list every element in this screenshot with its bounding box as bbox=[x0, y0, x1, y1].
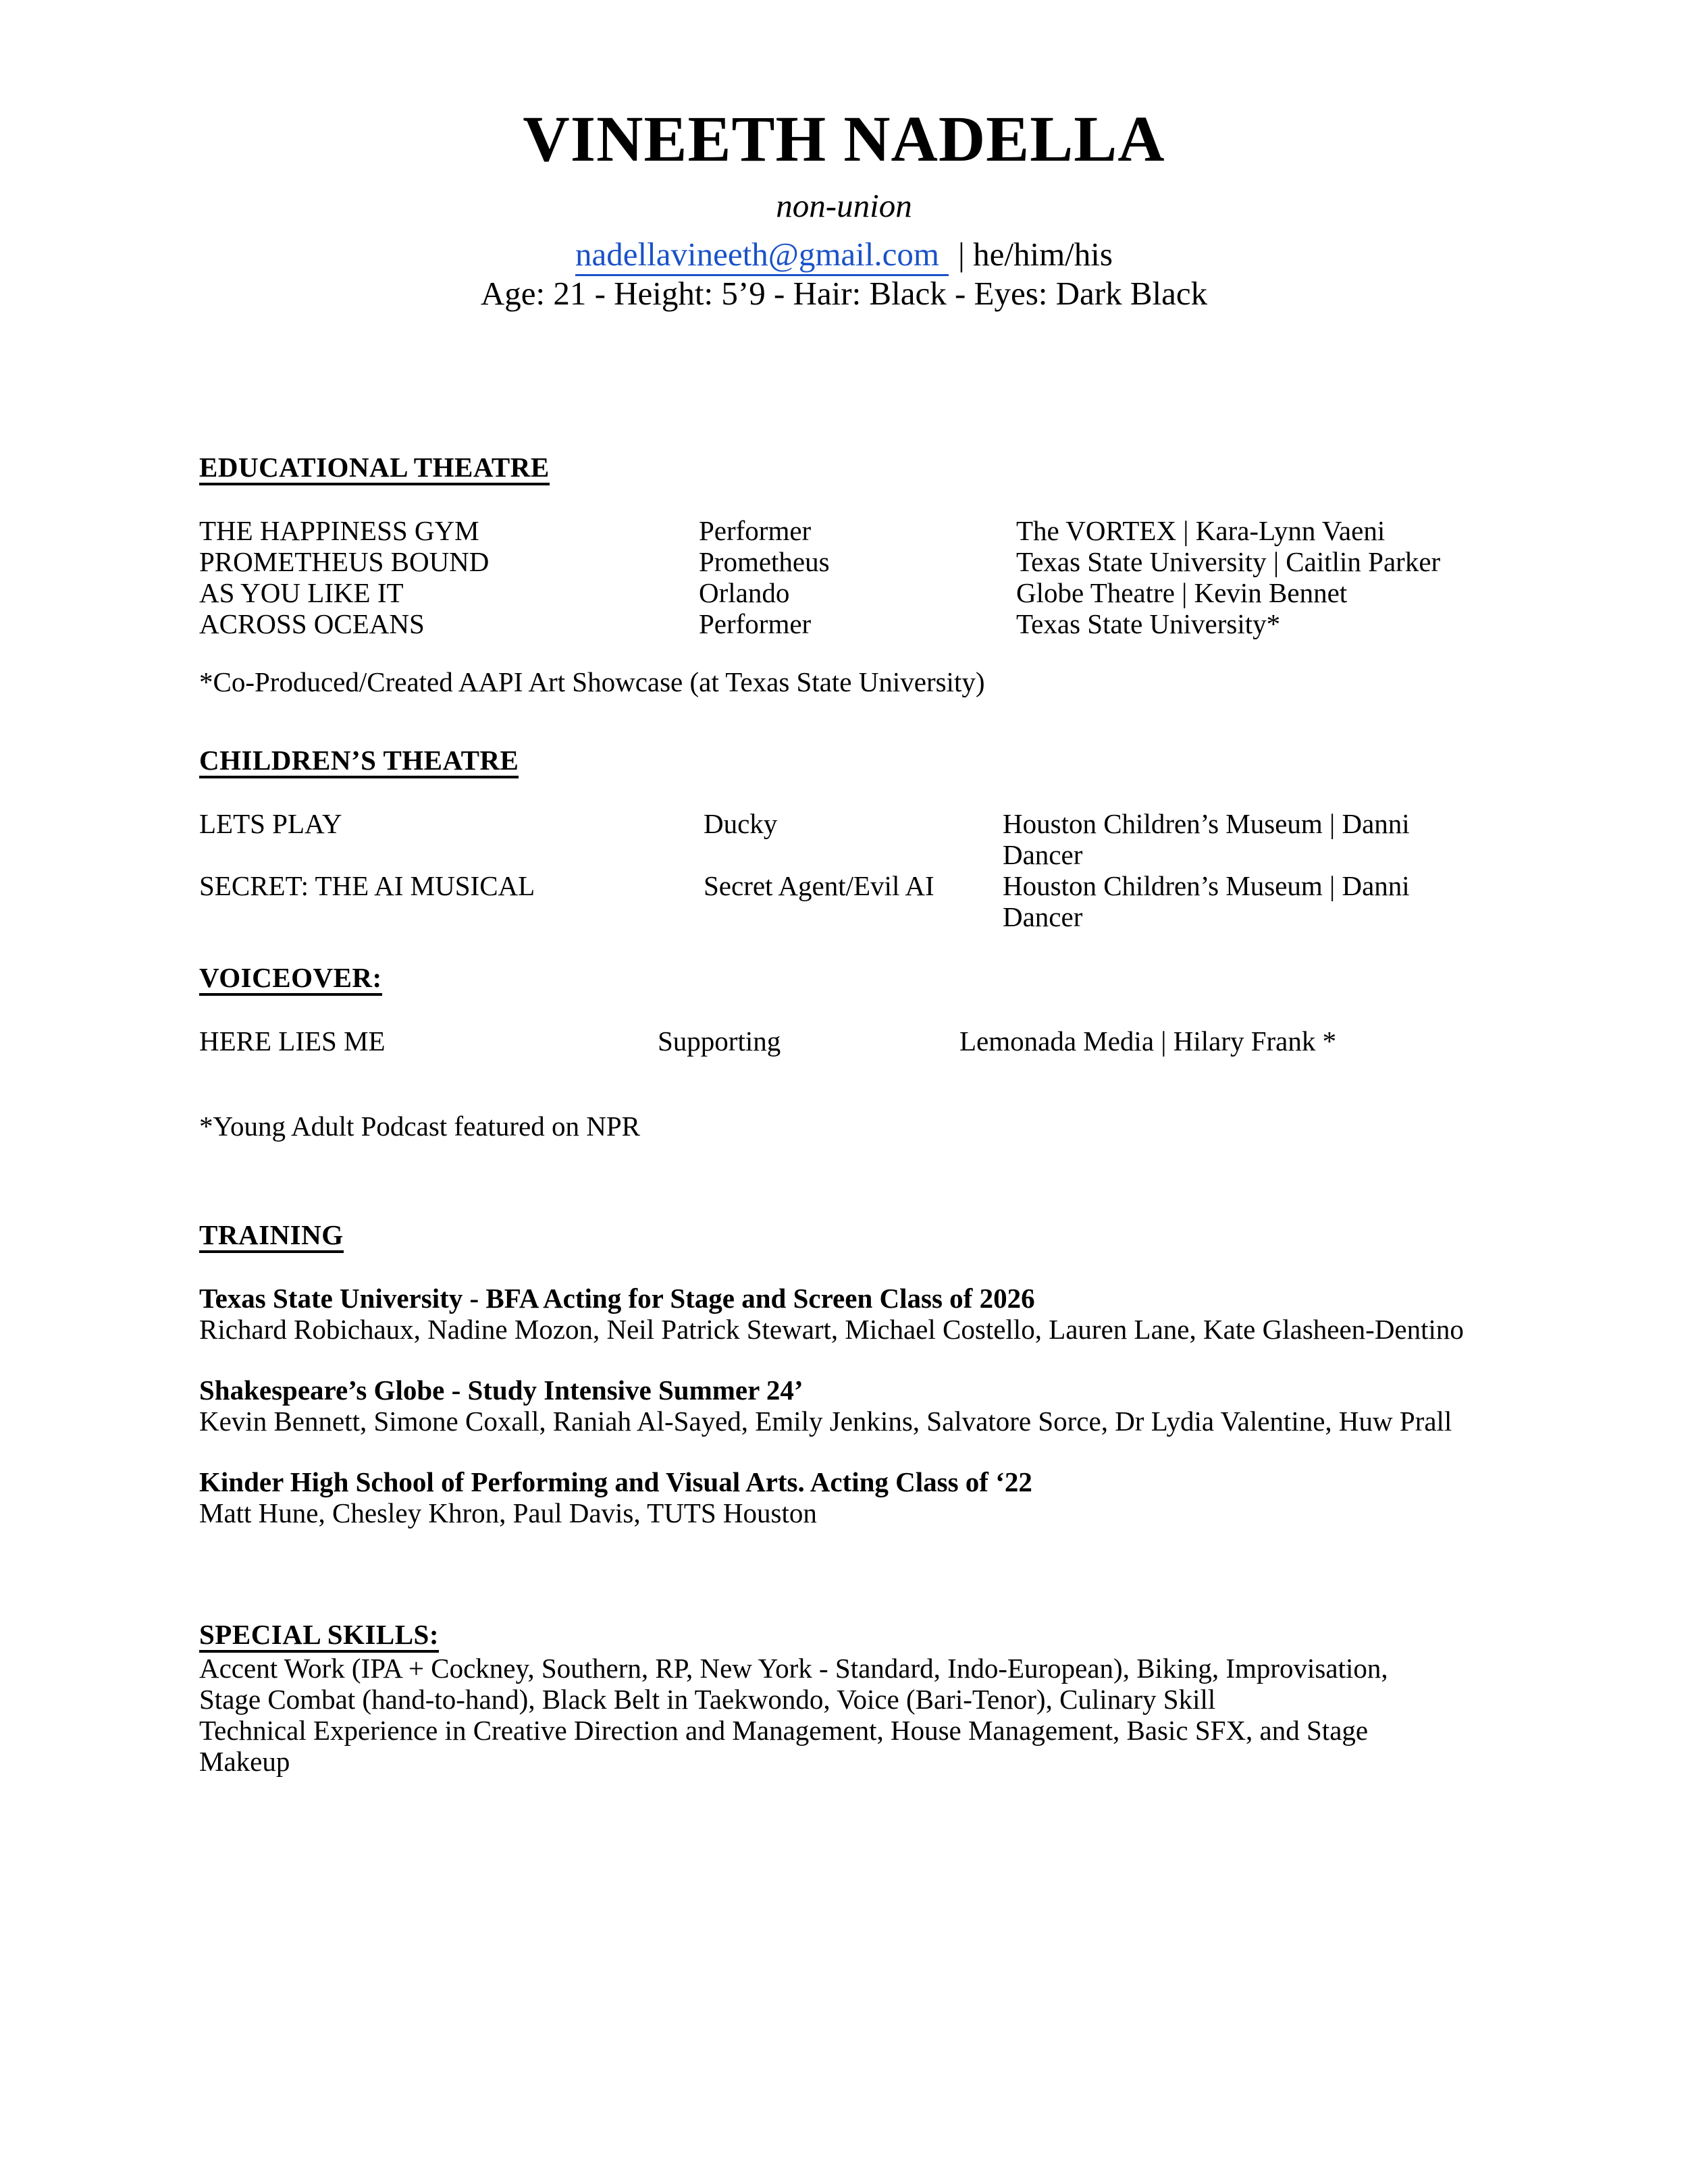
training-institution: Kinder High School of Performing and Visual Arts. Acting Class of ‘22 bbox=[199, 1466, 1032, 1497]
section-childrens-theatre bbox=[199, 745, 1489, 932]
credit-row bbox=[199, 808, 1489, 870]
section-heading-voiceover-text: VOICEOVER: bbox=[199, 962, 382, 996]
show-title: PROMETHEUS BOUND bbox=[199, 546, 490, 577]
credit-row bbox=[199, 546, 1489, 577]
training-instructors: Richard Robichaux, Nadine Mozon, Neil Patrick Stewart, Michael Costello, Lauren Lane, Kate Glasheen-Dentino bbox=[199, 1314, 1464, 1345]
section-heading-educational-text: EDUCATIONAL THEATRE bbox=[199, 452, 550, 485]
show-title: LETS PLAY bbox=[199, 808, 342, 839]
section-heading-training-text: TRAINING bbox=[199, 1219, 344, 1253]
training-group bbox=[199, 1375, 1489, 1437]
credit-row bbox=[199, 870, 1489, 932]
section-voiceover bbox=[199, 962, 1489, 1142]
childrens-credits bbox=[199, 808, 1489, 932]
section-educational-theatre bbox=[199, 452, 1489, 697]
skills-line: Makeup bbox=[199, 1746, 290, 1777]
skills-line: Stage Combat (hand-to-hand), Black Belt in Taekwondo, Voice (Bari-Tenor), Culinary Skill bbox=[199, 1684, 1216, 1715]
role: Ducky bbox=[704, 808, 778, 839]
show-title: ACROSS OCEANS bbox=[199, 608, 425, 639]
training-instructors: Matt Hune, Chesley Khron, Paul Davis, TUTS Houston bbox=[199, 1497, 817, 1528]
contact-line bbox=[199, 235, 1489, 274]
company-director: Houston Children’s Museum | Danni Dancer bbox=[1003, 808, 1410, 870]
union-status: non-union bbox=[776, 187, 912, 224]
role: Orlando bbox=[699, 577, 790, 608]
company-director: Lemonada Media | Hilary Frank * bbox=[959, 1026, 1337, 1057]
section-heading-skills-text: SPECIAL SKILLS: bbox=[199, 1619, 439, 1653]
training-institution: Shakespeare’s Globe - Study Intensive Summer 24’ bbox=[199, 1375, 803, 1406]
role: Supporting bbox=[658, 1026, 781, 1057]
company-director: Texas State University | Caitlin Parker bbox=[1016, 546, 1441, 577]
section-heading-educational bbox=[199, 452, 1489, 485]
person-name: VINEETH NADELLA bbox=[523, 103, 1165, 175]
section-heading-childrens bbox=[199, 745, 1489, 778]
role: Secret Agent/Evil AI bbox=[704, 870, 934, 901]
show-title: SECRET: THE AI MUSICAL bbox=[199, 870, 535, 901]
role: Prometheus bbox=[699, 546, 830, 577]
section-heading-childrens-text: CHILDREN’S THEATRE bbox=[199, 745, 519, 778]
skills-paragraph bbox=[199, 1653, 1489, 1777]
section-special-skills bbox=[199, 1619, 1489, 1777]
section-heading-voiceover bbox=[199, 962, 1489, 996]
training-group bbox=[199, 1466, 1489, 1528]
company-director: Houston Children’s Museum | Danni Dancer bbox=[1003, 870, 1410, 932]
email-link[interactable]: nadellavineeth@gmail.com bbox=[575, 236, 949, 276]
resume-header bbox=[199, 101, 1489, 313]
credit-row bbox=[199, 577, 1489, 608]
role: Performer bbox=[699, 515, 812, 546]
show-title: HERE LIES ME bbox=[199, 1026, 386, 1057]
pronouns: | he/him/his bbox=[958, 236, 1113, 273]
section-heading-training bbox=[199, 1219, 1489, 1253]
credit-row bbox=[199, 1026, 1489, 1057]
voiceover-credits bbox=[199, 1026, 1489, 1057]
educational-credits bbox=[199, 515, 1489, 639]
section-heading-skills bbox=[199, 1619, 1489, 1653]
credit-row bbox=[199, 515, 1489, 546]
skills-line: Technical Experience in Creative Direction and Management, House Management, Basic SFX, and Stage bbox=[199, 1715, 1369, 1746]
role: Performer bbox=[699, 608, 812, 639]
training-group bbox=[199, 1283, 1489, 1345]
show-title: THE HAPPINESS GYM bbox=[199, 515, 479, 546]
educational-footnote: *Co-Produced/Created AAPI Art Showcase (at Texas State University) bbox=[199, 666, 985, 697]
section-training bbox=[199, 1219, 1489, 1528]
company-director: Globe Theatre | Kevin Bennet bbox=[1016, 577, 1348, 608]
training-institution: Texas State University - BFA Acting for Stage and Screen Class of 2026 bbox=[199, 1283, 1035, 1314]
company-director: Texas State University* bbox=[1016, 608, 1281, 639]
vitals-line: Age: 21 - Height: 5’9 - Hair: Black - Eyes: Dark Black bbox=[480, 275, 1208, 312]
training-instructors: Kevin Bennett, Simone Coxall, Raniah Al-Sayed, Emily Jenkins, Salvatore Sorce, Dr Lydia Valentine, Huw Prall bbox=[199, 1406, 1452, 1437]
voiceover-footnote: *Young Adult Podcast featured on NPR bbox=[199, 1111, 640, 1142]
company-director: The VORTEX | Kara-Lynn Vaeni bbox=[1016, 515, 1386, 546]
skills-line: Accent Work (IPA + Cockney, Southern, RP, New York - Standard, Indo-European), Biking, Improvisation, bbox=[199, 1653, 1388, 1684]
credit-row bbox=[199, 608, 1489, 639]
show-title: AS YOU LIKE IT bbox=[199, 577, 404, 608]
